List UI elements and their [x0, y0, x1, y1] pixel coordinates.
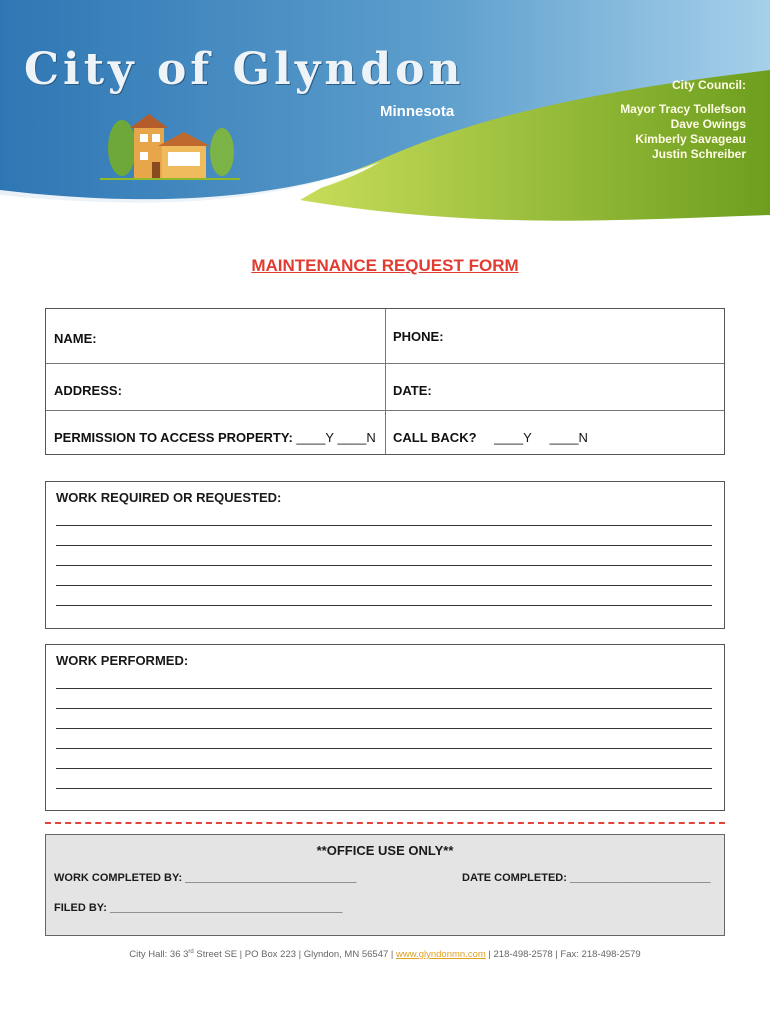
- footer-address-prefix: City Hall: 36 3: [129, 949, 189, 961]
- city-council-list: [620, 78, 746, 162]
- footer-phone-fax: | 218-498-2578 | Fax: 218-498-2579: [485, 949, 641, 961]
- date-field[interactable]: DATE:: [393, 383, 432, 398]
- write-line[interactable]: [56, 788, 712, 789]
- council-title: City Council:: [672, 78, 746, 92]
- callback-field[interactable]: [393, 430, 588, 445]
- phone-field[interactable]: PHONE:: [393, 329, 444, 344]
- date-completed-field[interactable]: DATE COMPLETED: _______________________: [462, 872, 711, 884]
- row-divider: [46, 410, 724, 411]
- write-line[interactable]: [56, 605, 712, 606]
- write-line[interactable]: [56, 708, 712, 709]
- write-line[interactable]: [56, 585, 712, 586]
- write-line[interactable]: [56, 545, 712, 546]
- office-use-title: **OFFICE USE ONLY**: [316, 843, 454, 858]
- work-required-box[interactable]: [45, 481, 725, 629]
- website-link[interactable]: www.glyndonmn.com: [396, 949, 486, 961]
- page-header: [0, 0, 770, 230]
- permission-options[interactable]: ____Y ____N: [296, 430, 376, 445]
- name-field[interactable]: NAME:: [54, 331, 97, 346]
- footer-ordinal: rd: [188, 949, 194, 955]
- state-name: Minnesota: [380, 103, 455, 120]
- write-line[interactable]: [56, 525, 712, 526]
- permission-label: PERMISSION TO ACCESS PROPERTY:: [54, 430, 293, 445]
- council-member: Dave Owings: [670, 117, 746, 131]
- write-line[interactable]: [56, 688, 712, 689]
- council-member: Kimberly Savageau: [635, 132, 746, 146]
- city-title: City of Glyndon: [24, 44, 465, 95]
- address-field[interactable]: ADDRESS:: [54, 383, 122, 398]
- contact-info-box: [45, 308, 725, 455]
- work-performed-box[interactable]: [45, 644, 725, 811]
- work-completed-by-field[interactable]: WORK COMPLETED BY: ____________________________: [54, 872, 357, 884]
- column-divider: [385, 309, 386, 454]
- row-divider: [46, 363, 724, 364]
- callback-options[interactable]: ____Y ____N: [494, 430, 588, 445]
- form-title: MAINTENANCE REQUEST FORM: [251, 256, 519, 275]
- filed-by-field[interactable]: FILED BY: ______________________________________: [54, 902, 343, 914]
- permission-field[interactable]: [54, 430, 376, 445]
- write-line[interactable]: [56, 768, 712, 769]
- house-icon: [100, 110, 240, 182]
- footer-address-rest: Street SE | PO Box 223 | Glyndon, MN 56547 |: [193, 949, 397, 961]
- office-use-box: [45, 834, 725, 936]
- callback-label: CALL BACK?: [393, 430, 477, 445]
- cut-line-divider: [45, 822, 725, 824]
- council-member: Justin Schreiber: [651, 147, 746, 161]
- work-required-label: WORK REQUIRED OR REQUESTED:: [56, 490, 282, 505]
- work-performed-label: WORK PERFORMED:: [56, 653, 189, 668]
- write-line[interactable]: [56, 748, 712, 749]
- council-member: Mayor Tracy Tollefson: [620, 102, 746, 116]
- write-line[interactable]: [56, 565, 712, 566]
- write-line[interactable]: [56, 728, 712, 729]
- footer-contact: [0, 949, 770, 960]
